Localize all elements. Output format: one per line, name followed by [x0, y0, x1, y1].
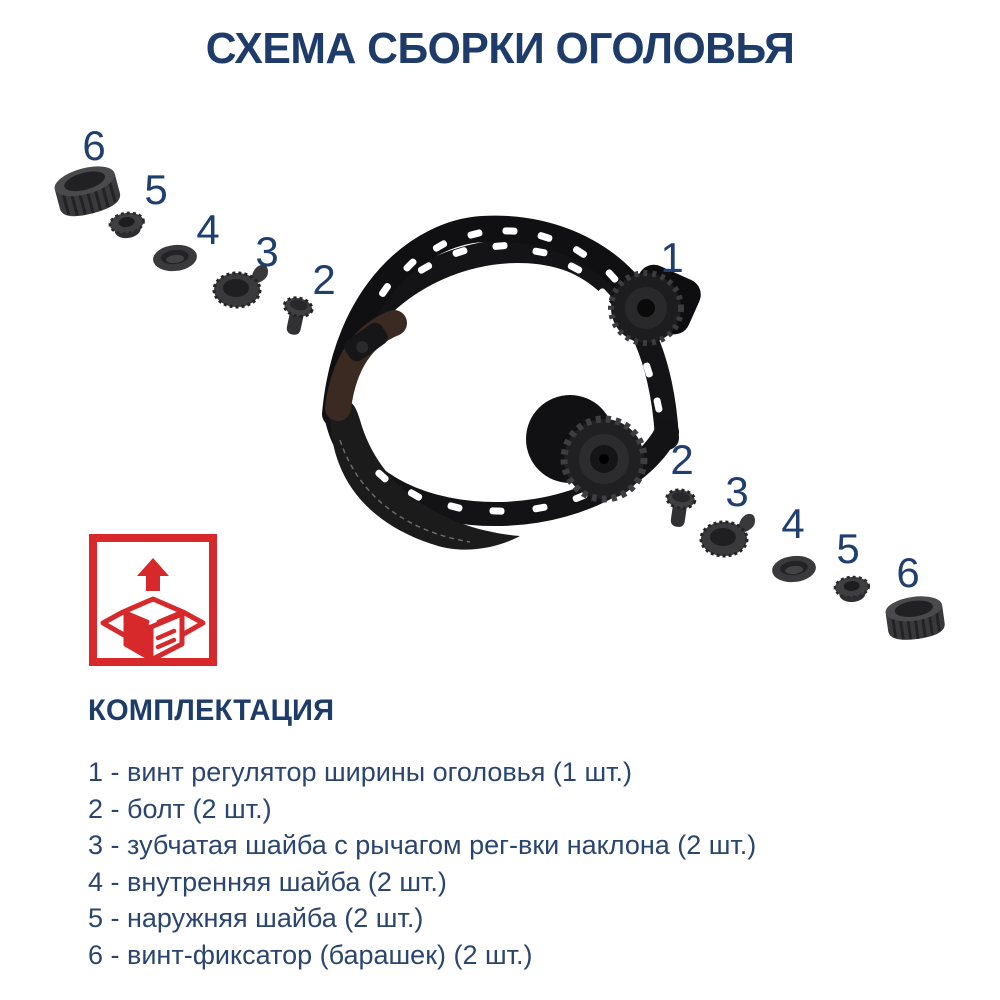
- callout-upper-6: 6: [82, 122, 106, 169]
- callout-lower-4: 4: [781, 500, 805, 547]
- part-bolt-lower: [663, 488, 696, 529]
- callout-lower-3: 3: [725, 468, 749, 515]
- tilt-knob-assembly: [526, 395, 644, 499]
- part-bolt-upper: [279, 295, 314, 337]
- kit-item-6: 6 - винт-фиксатор (барашек) (2 шт.): [88, 939, 533, 970]
- part-outer-washer-lower: [834, 576, 870, 603]
- callout-lower-6: 6: [896, 549, 920, 596]
- callout-upper-3: 3: [255, 228, 279, 275]
- callout-upper-4: 4: [196, 206, 220, 253]
- kit-item-3: 3 - зубчатая шайба с рычагом рег-вки наклона (2 шт.): [88, 830, 757, 861]
- page-title: СХЕМА СБОРКИ ОГОЛОВЬЯ: [205, 24, 795, 73]
- part-inner-washer-lower: [771, 554, 817, 584]
- callout-upper-2: 2: [312, 256, 336, 303]
- part-toothed-washer-lower: [701, 514, 755, 556]
- headgear-illustration: [330, 227, 706, 549]
- kit-section: [88, 694, 958, 974]
- kit-heading: КОМПЛЕКТАЦИЯ: [88, 694, 335, 727]
- part-thumb-knob-upper: [51, 161, 123, 221]
- kit-item-1: 1 - винт регулятор ширины оголовья (1 шт.): [88, 757, 632, 787]
- callout-lower-2: 2: [670, 436, 694, 483]
- callout-upper-5: 5: [144, 166, 168, 213]
- part-thumb-knob-lower: [884, 593, 946, 643]
- part-inner-washer-upper: [152, 243, 198, 273]
- part-outer-washer-upper: [108, 211, 145, 240]
- kit-item-2: 2 - болт (2 шт.): [88, 793, 272, 824]
- callout-screw-1: 1: [660, 234, 684, 281]
- kit-item-4: 4 - внутренняя шайба (2 шт.): [88, 866, 447, 897]
- kit-list: [88, 754, 958, 974]
- unpacking-box-icon: [89, 534, 217, 666]
- callout-lower-5: 5: [836, 525, 860, 572]
- kit-item-5: 5 - наружняя шайба (2 шт.): [88, 903, 424, 934]
